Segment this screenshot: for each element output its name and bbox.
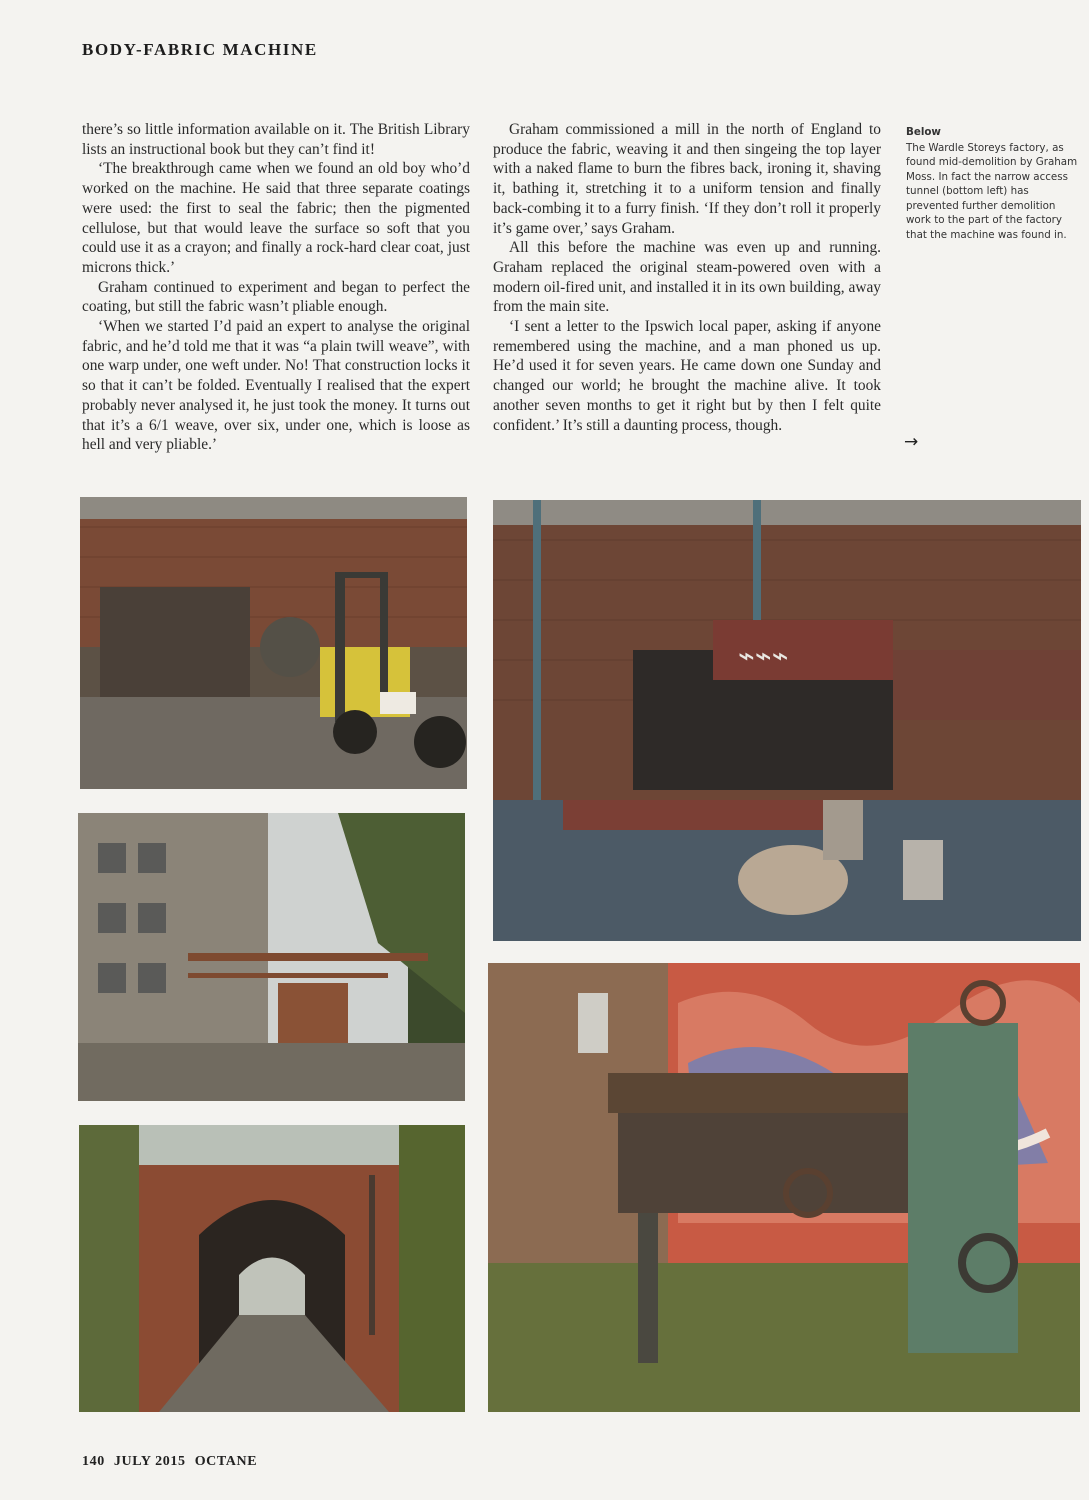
- page-footer: [82, 1454, 262, 1470]
- caption-heading: Below: [906, 126, 941, 138]
- issue-date: JULY 2015: [113, 1454, 186, 1469]
- photo-factory-courtyard: [78, 813, 465, 1101]
- paragraph: ‘When we started I’d paid an expert to analyse the original fabric, and he’d told me that it was “a plain twill weave”, with one warp under, one weft under. No! That construction locks it so that it can’t be folded. Eventually I realised that the expert probably never analysed it, he just took the money. It turns out that it’s a 6/1 weave, over six, under one, which is loose as hell and very pliable.’: [82, 318, 470, 454]
- article-column-middle: [493, 120, 881, 435]
- paragraph: ‘The breakthrough came when we found an old boy who’d worked on the machine. He said that three separate coatings were used: the first to seal the fabric; then the pigmented cellulose, but that would leave the surface so soft that you could use it as a crayon; and finally a rock-hard clear coat, just microns thick.’: [82, 160, 470, 276]
- photo-brick-tunnel: [79, 1125, 465, 1412]
- page-number: 140: [82, 1454, 105, 1469]
- paragraph: All this before the machine was even up and running. Graham replaced the original steam-powered oven with a modern oil-fired unit, and installed it in its own building, away from the main site.: [493, 239, 881, 316]
- article-column-left: [82, 120, 470, 455]
- caption-text: The Wardle Storeys factory, as found mid-demolition by Graham Moss. In fact the narrow access tunnel (bottom left) has prevented further demolition work to the part of the factory that the machine was found in.: [906, 141, 1078, 241]
- photo-forklift-factory: [80, 497, 467, 789]
- paragraph: Graham continued to experiment and began to perfect the coating, but still the fabric wasn’t pliable enough.: [82, 278, 470, 316]
- magazine-name: OCTANE: [194, 1454, 258, 1469]
- photo-caption: [906, 125, 1078, 242]
- section-title: BODY-FABRIC MACHINE: [82, 40, 318, 59]
- paragraph: there’s so little information available on it. The British Library lists an instructional book but they can’t find it!: [82, 121, 470, 158]
- paragraph: ‘I sent a letter to the Ipswich local paper, asking if anyone remembered using the machine, and a man phoned us up. He’d used it for seven years. He came down one Sunday and changed our world; he brought the machine alive. It took another seven months to get it right but by then I felt quite confident.’ It’s still a daunting process, though.: [493, 318, 881, 434]
- photo-printing-machine: [493, 500, 1081, 941]
- continue-arrow-icon: →: [904, 432, 919, 452]
- paragraph: Graham commissioned a mill in the north of England to produce the fabric, weaving it and then singeing the top layer with a naked flame to burn the fibres back, ironing it, shaving it, bathing it, stretching it to a uniform tension and finally back-combing it to a furry finish. ‘If they don’t roll it properly it’s game over,’ says Graham.: [493, 121, 881, 237]
- photo-graffiti-machine: [488, 963, 1080, 1412]
- svg-text:⌁⌁⌁: ⌁⌁⌁: [738, 639, 789, 672]
